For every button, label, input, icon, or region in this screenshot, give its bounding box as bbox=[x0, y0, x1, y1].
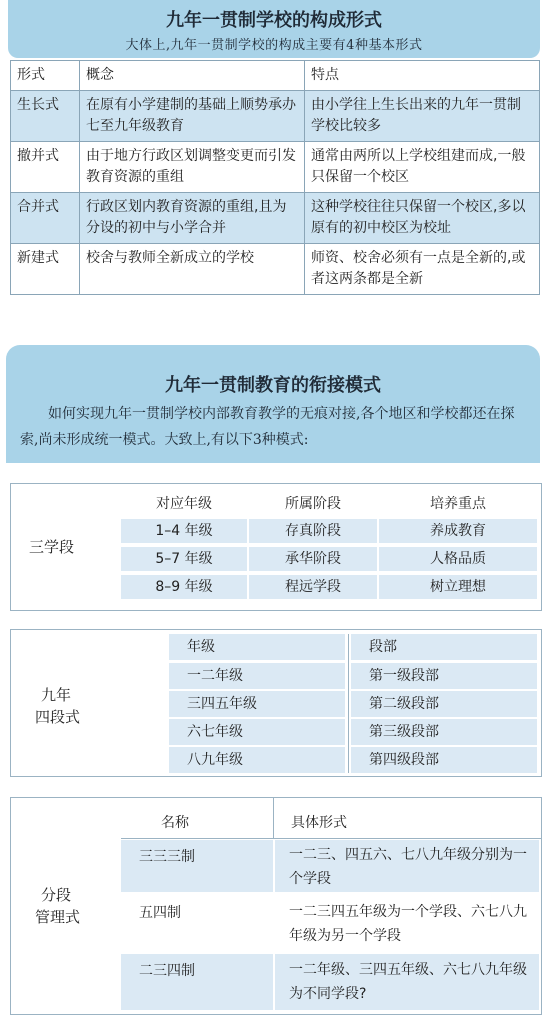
grade-cell: 三四五年级 bbox=[169, 691, 345, 717]
mode-label: 三学段 bbox=[29, 538, 75, 556]
feature-cell: 这种学校往往只保留一个校区,多以原有的初中校区为校址 bbox=[305, 193, 540, 244]
header-focus: 培养重点 bbox=[379, 492, 537, 516]
composition-header bbox=[8, 0, 540, 58]
composition-table bbox=[10, 60, 540, 295]
header-form: 形式 bbox=[11, 61, 80, 91]
form-cell: 生长式 bbox=[11, 91, 80, 142]
stage-cell: 程远学段 bbox=[249, 575, 377, 599]
concept-cell: 在原有小学建制的基础上顺势承办七至九年级教育 bbox=[80, 91, 305, 142]
mode-four-stage bbox=[10, 629, 542, 777]
form-cell: 新建式 bbox=[11, 244, 80, 295]
stage-cell: 承华阶段 bbox=[249, 547, 377, 571]
column-divider bbox=[348, 634, 349, 773]
division-cell: 第一级段部 bbox=[351, 663, 537, 689]
mode-three-stage bbox=[10, 483, 542, 611]
table-header-row bbox=[11, 61, 540, 91]
header-format: 具体形式 bbox=[291, 815, 347, 831]
grade-cell: 5–7 年级 bbox=[121, 547, 247, 571]
division-cell: 第三级段部 bbox=[351, 719, 537, 745]
column-divider bbox=[273, 798, 274, 838]
stage-cell: 存真阶段 bbox=[249, 519, 377, 543]
table-row bbox=[11, 142, 540, 193]
mode-label-line1: 九年 bbox=[41, 686, 72, 704]
table-row bbox=[11, 244, 540, 295]
format-cell: 一二三四五年级为一个学段、六七八九年级为另一个学段 bbox=[275, 896, 539, 950]
form-cell: 合并式 bbox=[11, 193, 80, 244]
feature-cell: 通常由两所以上学校组建而成,一般只保留一个校区 bbox=[305, 142, 540, 193]
composition-title: 九年一贯制学校的构成形式 bbox=[166, 10, 382, 31]
feature-cell: 师资、校舍必须有一点是全新的,或者这两条都是全新 bbox=[305, 244, 540, 295]
form-cell: 撤并式 bbox=[11, 142, 80, 193]
grade-cell: 8–9 年级 bbox=[121, 575, 247, 599]
header-feature: 特点 bbox=[305, 61, 540, 91]
table-row bbox=[11, 91, 540, 142]
header-grade: 年级 bbox=[169, 634, 345, 660]
transition-intro: 如何实现九年一贯制学校内部教育教学的无痕对接,各个地区和学校都还在探索,尚未形成统一模式。大致上,有以下3种模式: bbox=[20, 406, 515, 448]
header-division: 段部 bbox=[351, 634, 537, 660]
name-cell: 三三三制 bbox=[121, 840, 273, 892]
division-cell: 第四级段部 bbox=[351, 747, 537, 773]
concept-cell: 由于地方行政区划调整变更而引发教育资源的重组 bbox=[80, 142, 305, 193]
table-row bbox=[11, 193, 540, 244]
format-cell: 一二年级、三四五年级、六七八九年级为不同学段? bbox=[275, 954, 539, 1010]
grade-cell: 八九年级 bbox=[169, 747, 345, 773]
header-name: 名称 bbox=[161, 815, 189, 831]
composition-subtitle: 大体上,九年一贯制学校的构成主要有4种基本形式 bbox=[125, 38, 423, 53]
concept-cell: 校舍与教师全新成立的学校 bbox=[80, 244, 305, 295]
grade-cell: 1–4 年级 bbox=[121, 519, 247, 543]
format-cell: 一二三、四五六、七八九年级分别为一个学段 bbox=[275, 840, 539, 892]
header-grade: 对应年级 bbox=[121, 492, 247, 516]
division-cell: 第二级段部 bbox=[351, 691, 537, 717]
header-stage: 所属阶段 bbox=[249, 492, 377, 516]
grade-cell: 六七年级 bbox=[169, 719, 345, 745]
focus-cell: 养成教育 bbox=[379, 519, 537, 543]
focus-cell: 人格品质 bbox=[379, 547, 537, 571]
name-cell: 二三四制 bbox=[121, 954, 273, 1010]
mode-label-line2: 四段式 bbox=[35, 708, 81, 726]
mode-label-line2: 管理式 bbox=[35, 908, 81, 926]
header-divider bbox=[121, 838, 541, 839]
name-cell: 五四制 bbox=[121, 896, 273, 950]
grade-cell: 一二年级 bbox=[169, 663, 345, 689]
feature-cell: 由小学往上生长出来的九年一贯制学校比较多 bbox=[305, 91, 540, 142]
mode-segmented bbox=[10, 797, 542, 1015]
transition-header bbox=[6, 345, 540, 463]
mode-label-line1: 分段 bbox=[41, 886, 72, 904]
focus-cell: 树立理想 bbox=[379, 575, 537, 599]
transition-title: 九年一贯制教育的衔接模式 bbox=[165, 375, 381, 396]
header-concept: 概念 bbox=[80, 61, 305, 91]
concept-cell: 行政区划内教育资源的重组,且为分设的初中与小学合并 bbox=[80, 193, 305, 244]
